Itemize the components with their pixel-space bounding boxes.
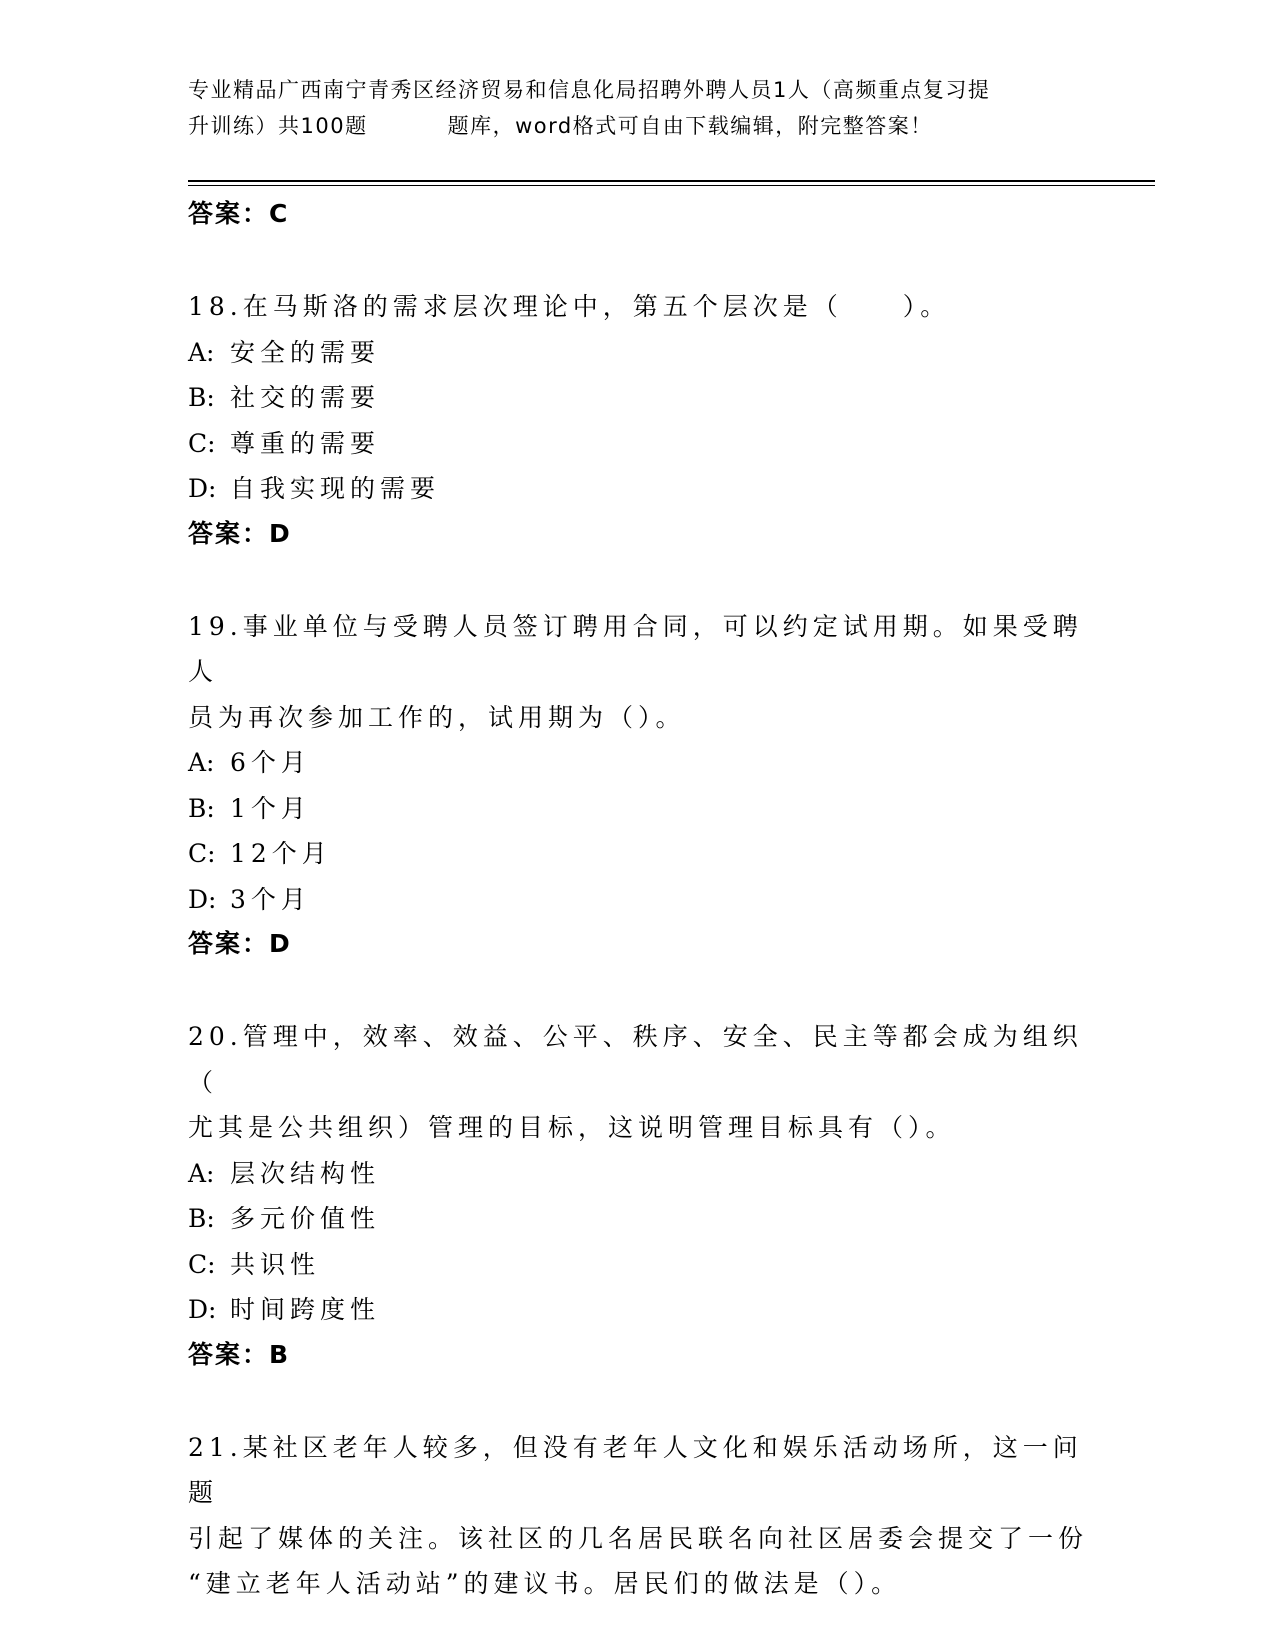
spacer <box>188 556 1088 604</box>
header-divider-thin <box>188 185 1155 186</box>
question-text-line: “建立老年人活动站”的建议书。居民们的做法是（）。 <box>188 1569 902 1598</box>
page-header <box>188 72 1088 144</box>
question-text-line: 18.在马斯洛的需求层次理论中，第五个层次是（ ）。 <box>188 292 951 321</box>
option-text: 时间跨度性 <box>230 1295 381 1324</box>
option-a <box>188 330 1088 376</box>
question-text-line: 20.管理中，效率、效益、公平、秩序、安全、民主等都会成为组织（ <box>188 1022 1083 1097</box>
header-gap <box>368 108 448 144</box>
header-title-line2-left: 升训练）共100题 <box>188 114 368 138</box>
option-text: 社交的需要 <box>230 383 381 412</box>
option-key: D: <box>188 1295 217 1324</box>
option-text: 自我实现的需要 <box>230 474 441 503</box>
option-a <box>188 1151 1088 1197</box>
option-key: C: <box>188 839 216 868</box>
option-text: 层次结构性 <box>230 1158 381 1188</box>
option-text: 安全的需要 <box>230 337 381 367</box>
question-text-line: 21.某社区老年人较多，但没有老年人文化和娱乐活动场所，这一问题 <box>188 1432 1083 1507</box>
option-d <box>188 877 1088 923</box>
question-21 <box>188 1425 1088 1607</box>
answer: 答案：B <box>188 1339 291 1369</box>
option-b <box>188 375 1088 421</box>
spacer <box>188 1377 1088 1425</box>
option-d <box>188 466 1088 512</box>
option-text: 1个月 <box>230 793 311 823</box>
option-d <box>188 1287 1088 1333</box>
spacer <box>188 236 1088 284</box>
option-text: 共识性 <box>230 1249 321 1279</box>
option-key: B: <box>188 793 215 823</box>
option-c <box>188 421 1088 467</box>
question-text-line: 员为再次参加工作的，试用期为（）。 <box>188 702 686 732</box>
option-key: B: <box>188 383 215 412</box>
option-key: B: <box>188 1204 215 1233</box>
previous-answer: 答案：C <box>188 199 290 228</box>
question-18 <box>188 284 1088 556</box>
option-a <box>188 740 1088 786</box>
option-text: 12个月 <box>230 839 332 868</box>
header-title-line2 <box>188 108 1088 144</box>
header-divider-thick <box>188 180 1155 182</box>
question-19 <box>188 604 1088 967</box>
option-b <box>188 1196 1088 1242</box>
option-key: A: <box>188 1158 215 1188</box>
question-20 <box>188 1014 1088 1377</box>
option-key: A: <box>188 748 215 777</box>
header-title-line2-right: 题库，word格式可自由下载编辑，附完整答案！ <box>447 114 933 138</box>
document-body <box>188 192 1088 1607</box>
question-text-line: 尤其是公共组织）管理的目标，这说明管理目标具有（）。 <box>188 1113 956 1142</box>
spacer <box>188 966 1088 1014</box>
option-key: D: <box>188 884 217 914</box>
header-title-line1: 专业精品广西南宁青秀区经济贸易和信息化局招聘外聘人员1人（高频重点复习提 <box>188 78 991 102</box>
option-b <box>188 786 1088 832</box>
question-text-line: 19.事业单位与受聘人员签订聘用合同，可以约定试用期。如果受聘人 <box>188 611 1083 686</box>
option-c <box>188 831 1088 877</box>
option-key: D: <box>188 474 217 503</box>
answer: 答案：D <box>188 929 292 958</box>
answer: 答案：D <box>188 518 292 548</box>
option-text: 6个月 <box>230 748 311 777</box>
option-text: 3个月 <box>230 884 311 914</box>
option-c <box>188 1242 1088 1288</box>
option-key: A: <box>188 337 215 367</box>
option-key: C: <box>188 1249 216 1279</box>
question-text-line: 引起了媒体的关注。该社区的几名居民联名向社区居委会提交了一份 <box>188 1523 1089 1553</box>
option-key: C: <box>188 428 216 458</box>
option-text: 多元价值性 <box>230 1204 381 1233</box>
option-text: 尊重的需要 <box>230 428 381 458</box>
